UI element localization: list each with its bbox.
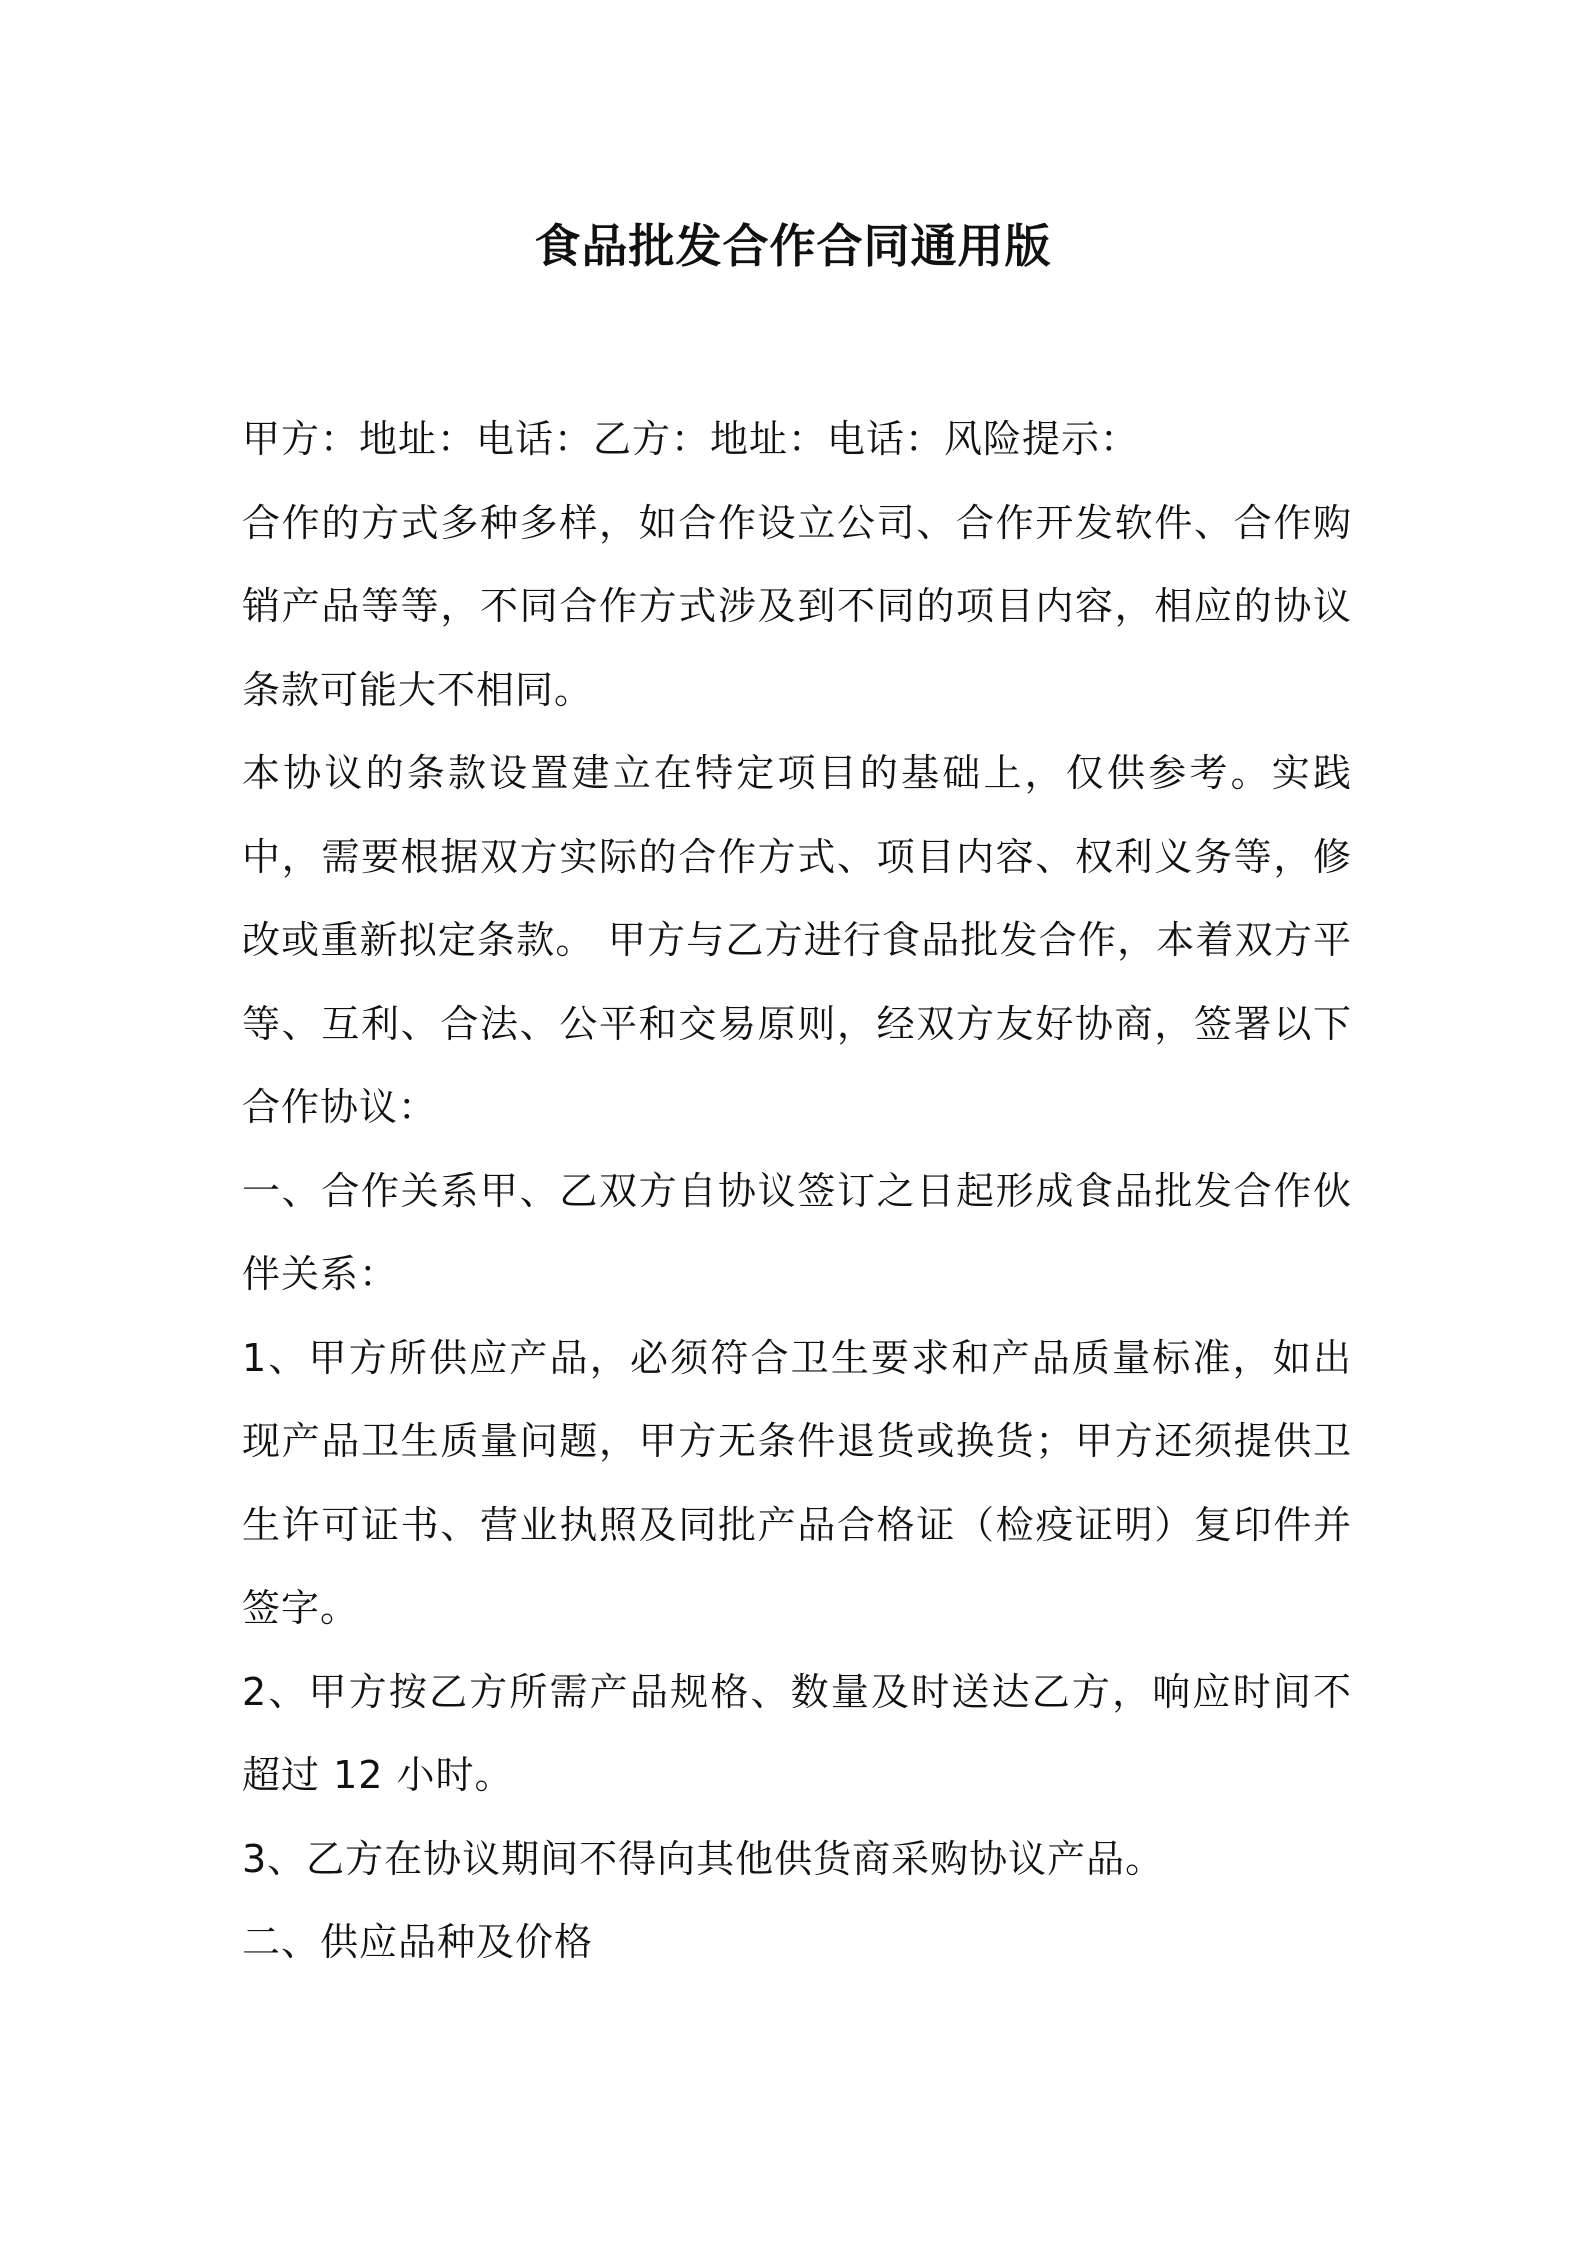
paragraph-reference-note: 本协议的条款设置建立在特定项目的基础上，仅供参考。实践中，需要根据双方实际的合作方式、项目内容、权利义务等，修改或重新拟定条款。 甲方与乙方进行食品批发合作，本着双方平等、互利、合法、公平和交易原则，经双方友好协商，签署以下合作协议： xyxy=(242,751,1352,1129)
clause-2: 2、甲方按乙方所需产品规格、数量及时送达乙方，响应时间不超过 12 小时。 xyxy=(242,1669,1352,1797)
clause-3: 3、乙方在协议期间不得向其他供货商采购协议产品。 xyxy=(242,1836,1165,1881)
document-body xyxy=(242,398,1352,1985)
document-title: 食品批发合作合同通用版 xyxy=(534,219,1052,273)
section-heading-supply: 二、供应品种及价格 xyxy=(242,1920,594,1964)
paragraph-parties: 甲方：地址：电话：乙方：地址：电话：风险提示： xyxy=(242,417,1140,461)
section-heading-cooperation: 一、合作关系甲、乙双方自协议签订之日起形成食品批发合作伙伴关系： xyxy=(242,1168,1352,1296)
clause-1: 1、甲方所供应产品，必须符合卫生要求和产品质量标准，如出现产品卫生质量问题，甲方无条件退货或换货；甲方还须提供卫生许可证书、营业执照及同批产品合格证（检疫证明）复印件并签字。 xyxy=(242,1335,1352,1630)
paragraph-risk-notice: 合作的方式多种多样，如合作设立公司、合作开发软件、合作购销产品等等，不同合作方式涉及到不同的项目内容，相应的协议条款可能大不相同。 xyxy=(242,500,1352,712)
